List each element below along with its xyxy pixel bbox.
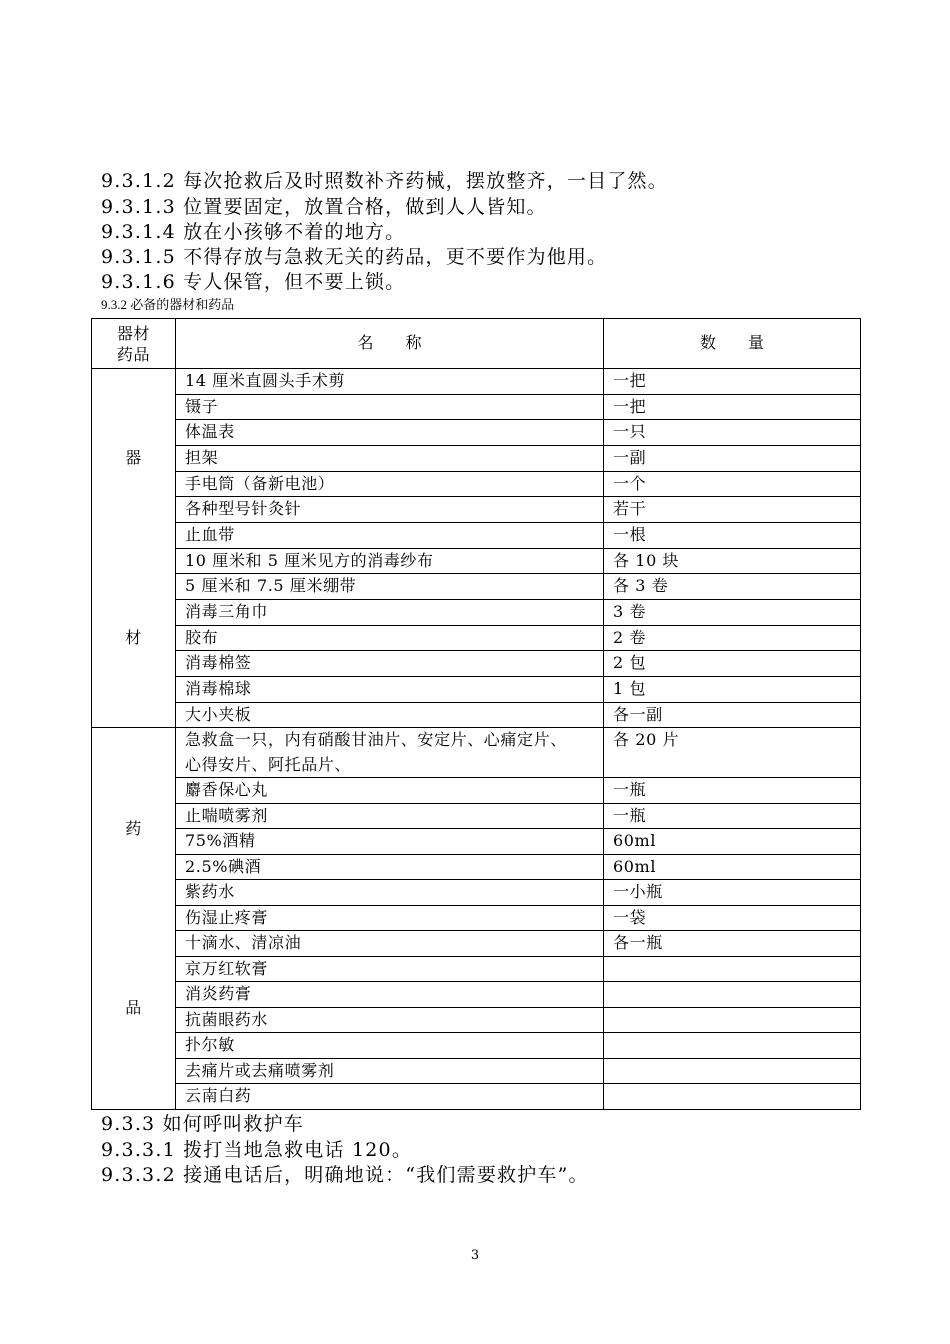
- item-name-cell: 抗菌眼药水: [176, 1007, 604, 1033]
- item-qty-cell: [604, 1058, 861, 1084]
- item-qty-cell: 一瓶: [604, 778, 861, 804]
- item-name-cell: 消毒棉球: [176, 676, 604, 702]
- item-qty-cell: 60ml: [604, 854, 861, 880]
- intro-line-5: 9.3.1.6 专人保管，但不要上锁。: [101, 271, 406, 293]
- item-qty-cell: 一把: [604, 369, 861, 395]
- item-qty-cell: 一根: [604, 522, 861, 548]
- item-name-cell: 各种型号针灸针: [176, 497, 604, 523]
- item-qty-cell: [604, 1033, 861, 1059]
- medicine-category-cell: [92, 728, 176, 1110]
- table-row: [92, 1058, 861, 1084]
- item-name-cell: 云南白药: [176, 1084, 604, 1110]
- item-name-cell: [176, 728, 604, 778]
- item-name-cell: 14 厘米直圆头手术剪: [176, 369, 604, 395]
- outro-line-3: 9.3.3.2 接通电话后，明确地说：“我们需要救护车”。: [101, 1164, 589, 1186]
- item-name-cell: 伤湿止疼膏: [176, 905, 604, 931]
- item-name-cell: 去痛片或去痛喷雾剂: [176, 1058, 604, 1084]
- table-row: [92, 599, 861, 625]
- table-row: [92, 369, 861, 395]
- table-row: [92, 445, 861, 471]
- item-qty-cell: 一袋: [604, 905, 861, 931]
- table-row: [92, 982, 861, 1008]
- supplies-table: [91, 318, 861, 1110]
- item-qty-cell: 3 卷: [604, 599, 861, 625]
- item-name-cell: 胶布: [176, 625, 604, 651]
- item-qty-cell: 各 20 片: [604, 728, 861, 778]
- table-row: [92, 676, 861, 702]
- item-name-cell: 大小夹板: [176, 702, 604, 728]
- item-qty-cell: 若干: [604, 497, 861, 523]
- table-row: [92, 956, 861, 982]
- table-row: [92, 651, 861, 677]
- header-qty-cell: 数 量: [604, 319, 861, 369]
- item-qty-cell: 一个: [604, 471, 861, 497]
- item-qty-cell: [604, 1084, 861, 1110]
- item-name-cell: 消毒棉签: [176, 651, 604, 677]
- item-name-cell: 麝香保心丸: [176, 778, 604, 804]
- item-qty-cell: 一把: [604, 394, 861, 420]
- equipment-category-cell-bottom: 材: [125, 627, 142, 647]
- item-qty-cell: 2 卷: [604, 625, 861, 651]
- table-row: [92, 702, 861, 728]
- table-row: [92, 574, 861, 600]
- table-row: [92, 1084, 861, 1110]
- item-qty-cell: [604, 1007, 861, 1033]
- item-qty-cell: 一瓶: [604, 803, 861, 829]
- table-row: [92, 829, 861, 855]
- item-qty-cell: 各 3 卷: [604, 574, 861, 600]
- intro-line-2: 9.3.1.3 位置要固定，放置合格，做到人人皆知。: [101, 196, 547, 218]
- item-name-cell: 2.5%碘酒: [176, 854, 604, 880]
- item-name-cell: 手电筒（备新电池）: [176, 471, 604, 497]
- equipment-category-cell: [92, 369, 176, 728]
- item-qty-cell: 一副: [604, 445, 861, 471]
- outro-line-2: 9.3.3.1 拨打当地急救电话 120。: [101, 1139, 413, 1161]
- item-name-cell: 镊子: [176, 394, 604, 420]
- table-row: [92, 1033, 861, 1059]
- equipment-category-cell-top: 器: [125, 448, 142, 468]
- table-row: [92, 931, 861, 957]
- header-category-line2: 药品: [116, 344, 151, 364]
- item-qty-cell: 各 10 块: [604, 548, 861, 574]
- item-name-cell: 消炎药膏: [176, 982, 604, 1008]
- intro-line-1: 9.3.1.2 每次抢救后及时照数补齐药械，摆放整齐，一目了然。: [101, 170, 668, 192]
- header-category-cell: [92, 319, 176, 369]
- item-name-cell: 消毒三角巾: [176, 599, 604, 625]
- item-name-cell: 担架: [176, 445, 604, 471]
- table-row: [92, 471, 861, 497]
- intro-line-3: 9.3.1.4 放在小孩够不着的地方。: [101, 221, 406, 243]
- table-row: [92, 497, 861, 523]
- table-row: [92, 1007, 861, 1033]
- item-qty-cell: 1 包: [604, 676, 861, 702]
- outro-line-1: 9.3.3 如何呼叫救护车: [101, 1113, 304, 1135]
- item-name-cell: 扑尔敏: [176, 1033, 604, 1059]
- item-qty-cell: [604, 956, 861, 982]
- item-name-line1: 急救盒一只，内有硝酸甘油片、安定片、心痛定片、: [185, 730, 567, 750]
- medicine-category-cell-bottom: 品: [125, 997, 142, 1017]
- table-header-row: [92, 319, 861, 369]
- table-row: [92, 728, 861, 778]
- table-row: [92, 778, 861, 804]
- item-qty-cell: 60ml: [604, 829, 861, 855]
- table-row: [92, 522, 861, 548]
- table-row: [92, 854, 861, 880]
- intro-line-4: 9.3.1.5 不得存放与急救无关的药品，更不要作为他用。: [101, 246, 608, 268]
- medicine-category-cell-top: 药: [125, 818, 142, 838]
- item-qty-cell: 2 包: [604, 651, 861, 677]
- table-row: [92, 803, 861, 829]
- item-name-cell: 十滴水、清凉油: [176, 931, 604, 957]
- table-row: [92, 548, 861, 574]
- item-qty-cell: 各一副: [604, 702, 861, 728]
- item-name-cell: 京万红软膏: [176, 956, 604, 982]
- item-name-cell: 紫药水: [176, 880, 604, 906]
- item-qty-cell: [604, 982, 861, 1008]
- item-name-cell: 止血带: [176, 522, 604, 548]
- table-row: [92, 905, 861, 931]
- item-qty-cell: 一小瓶: [604, 880, 861, 906]
- item-qty-cell: 一只: [604, 420, 861, 446]
- item-qty-cell: 各一瓶: [604, 931, 861, 957]
- table-row: [92, 880, 861, 906]
- page-number: 3: [470, 1248, 480, 1263]
- header-category-line1: 器材: [116, 323, 151, 343]
- table-row: [92, 394, 861, 420]
- item-name-cell: 10 厘米和 5 厘米见方的消毒纱布: [176, 548, 604, 574]
- item-name-line2: 心得安片、阿托品片、: [185, 754, 352, 774]
- table-caption: 9.3.2 必备的器材和药品: [101, 297, 235, 312]
- item-name-cell: 5 厘米和 7.5 厘米绷带: [176, 574, 604, 600]
- item-name-cell: 体温表: [176, 420, 604, 446]
- item-name-cell: 75%酒精: [176, 829, 604, 855]
- item-name-cell: 止喘喷雾剂: [176, 803, 604, 829]
- table-row: [92, 625, 861, 651]
- table-row: [92, 420, 861, 446]
- header-name-cell: 名 称: [176, 319, 604, 369]
